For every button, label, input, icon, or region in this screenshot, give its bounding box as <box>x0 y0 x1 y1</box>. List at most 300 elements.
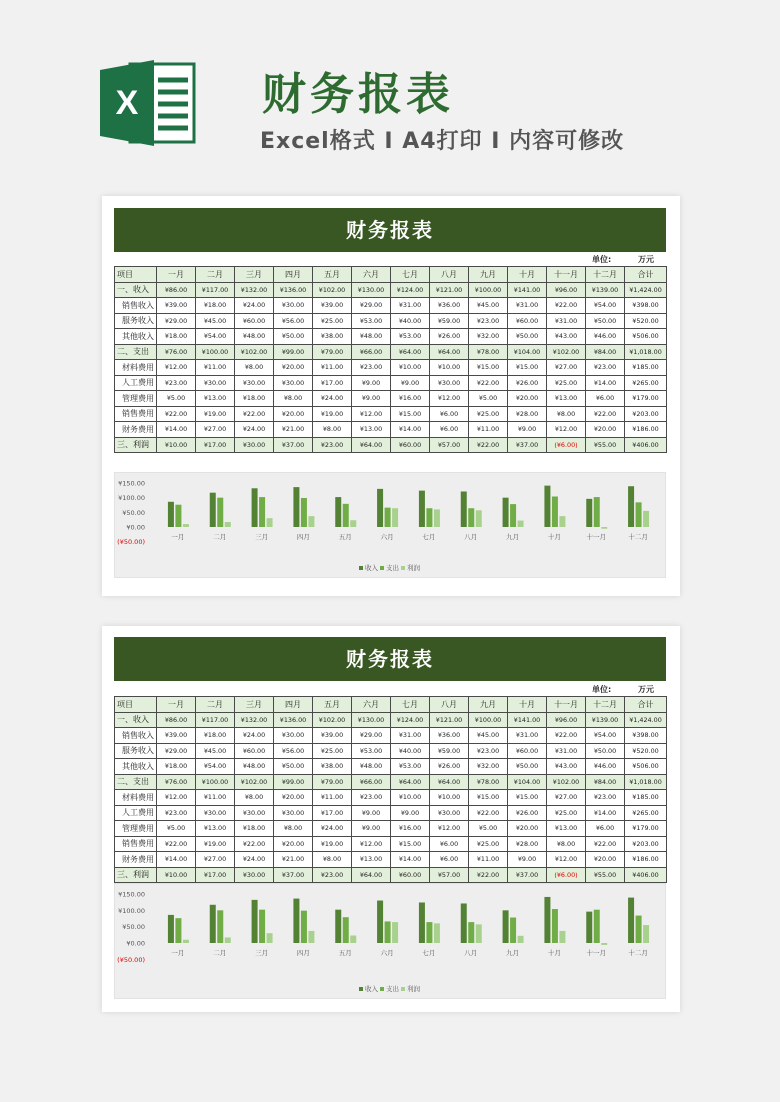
row-label: 服务收入 <box>115 743 157 759</box>
chart-bar <box>544 486 550 527</box>
hero-subtitle: Excel格式 I A4打印 I 内容可修改 <box>260 129 625 154</box>
table-row <box>115 836 667 852</box>
chart-bar <box>217 498 223 527</box>
table-cell: ¥22.00 <box>469 867 508 883</box>
report-sheet-2 <box>102 626 680 1012</box>
table-row <box>115 360 667 376</box>
column-header: 三月 <box>235 267 274 283</box>
chart-bar <box>643 511 649 527</box>
table-row <box>115 422 667 438</box>
legend-label: 支出 <box>386 564 399 572</box>
table-cell: ¥406.00 <box>625 867 667 883</box>
table-cell: ¥46.00 <box>586 329 625 345</box>
table-cell: ¥29.00 <box>157 313 196 329</box>
chart-bar <box>461 903 467 943</box>
table-cell: ¥6.00 <box>586 391 625 407</box>
chart-bar <box>252 488 258 527</box>
table-cell: ¥64.00 <box>430 774 469 790</box>
sheet-title: 财务报表 <box>114 208 666 252</box>
table-row <box>115 759 667 775</box>
column-header: 五月 <box>313 697 352 713</box>
sheet-title: 财务报表 <box>114 637 666 681</box>
table-cell: ¥84.00 <box>586 774 625 790</box>
chart-bar <box>636 502 642 527</box>
table-cell: ¥32.00 <box>469 759 508 775</box>
table-cell: ¥30.00 <box>235 805 274 821</box>
table-cell: ¥96.00 <box>547 712 586 728</box>
chart-bar <box>335 910 341 943</box>
table-cell: ¥18.00 <box>196 298 235 314</box>
chart-bar <box>628 898 634 943</box>
table-cell: ¥29.00 <box>352 298 391 314</box>
table-cell: ¥30.00 <box>274 805 313 821</box>
table-cell: ¥104.00 <box>508 774 547 790</box>
table-cell: ¥117.00 <box>196 712 235 728</box>
table-row <box>115 728 667 744</box>
table-cell: ¥18.00 <box>235 821 274 837</box>
x-tick-label: 三月 <box>255 949 269 957</box>
row-label: 人工费用 <box>115 375 157 391</box>
legend-swatch <box>401 987 405 991</box>
table-cell: ¥37.00 <box>508 867 547 883</box>
table-cell: ¥104.00 <box>508 344 547 360</box>
table-cell: ¥13.00 <box>352 852 391 868</box>
chart-bar <box>385 508 391 527</box>
x-tick-label: 十一月 <box>586 949 606 957</box>
table-cell: ¥50.00 <box>586 313 625 329</box>
table-cell: ¥30.00 <box>274 728 313 744</box>
table-cell: ¥12.00 <box>157 360 196 376</box>
table-cell: ¥100.00 <box>469 282 508 298</box>
table-cell: ¥17.00 <box>313 375 352 391</box>
row-label: 材料费用 <box>115 360 157 376</box>
chart-bar <box>301 498 307 527</box>
chart-bar <box>510 504 516 527</box>
table-cell: ¥11.00 <box>469 422 508 438</box>
table-cell: ¥186.00 <box>625 422 667 438</box>
table-cell: ¥99.00 <box>274 344 313 360</box>
table-cell: ¥15.00 <box>391 836 430 852</box>
chart-bar <box>434 509 440 527</box>
table-cell: ¥24.00 <box>235 728 274 744</box>
legend-swatch <box>359 566 363 570</box>
table-cell: ¥23.00 <box>313 437 352 453</box>
table-cell: ¥506.00 <box>625 759 667 775</box>
table-cell: ¥37.00 <box>508 437 547 453</box>
table-cell: ¥14.00 <box>157 422 196 438</box>
chart-bar <box>594 910 600 943</box>
table-cell: ¥57.00 <box>430 437 469 453</box>
table-cell: ¥102.00 <box>547 774 586 790</box>
y-tick-label: (¥50.00) <box>117 955 145 964</box>
table-cell: ¥50.00 <box>508 759 547 775</box>
table-row <box>115 852 667 868</box>
table-cell: ¥23.00 <box>469 743 508 759</box>
column-header: 七月 <box>391 267 430 283</box>
table-cell: ¥15.00 <box>469 360 508 376</box>
x-tick-label: 九月 <box>506 533 520 541</box>
table-cell: ¥39.00 <box>313 298 352 314</box>
table-cell: ¥13.00 <box>352 422 391 438</box>
table-cell: ¥60.00 <box>235 313 274 329</box>
table-row <box>115 406 667 422</box>
chart-bar <box>476 924 482 943</box>
chart-bar <box>559 931 565 943</box>
unit-row <box>114 254 666 266</box>
table-cell: ¥12.00 <box>430 821 469 837</box>
chart-bar <box>426 922 432 943</box>
table-cell: ¥20.00 <box>274 836 313 852</box>
table-cell: (¥6.00) <box>547 867 586 883</box>
table-cell: ¥53.00 <box>391 329 430 345</box>
table-row <box>115 375 667 391</box>
table-cell: ¥9.00 <box>508 422 547 438</box>
chart-bar <box>217 910 223 943</box>
column-header: 八月 <box>430 697 469 713</box>
table-cell: ¥9.00 <box>352 821 391 837</box>
chart-bar <box>392 922 398 943</box>
table-cell: ¥23.00 <box>313 867 352 883</box>
chart-bar <box>636 916 642 943</box>
y-tick-label: ¥100.00 <box>118 906 145 915</box>
table-cell: ¥20.00 <box>586 852 625 868</box>
table-cell: ¥8.00 <box>547 836 586 852</box>
table-row <box>115 774 667 790</box>
table-cell: ¥56.00 <box>274 313 313 329</box>
table-cell: ¥40.00 <box>391 743 430 759</box>
table-cell: ¥11.00 <box>196 360 235 376</box>
column-header: 项目 <box>115 267 157 283</box>
table-cell: ¥398.00 <box>625 298 667 314</box>
table-cell: ¥132.00 <box>235 282 274 298</box>
table-cell: ¥398.00 <box>625 728 667 744</box>
chart-bar <box>468 508 474 527</box>
table-cell: ¥185.00 <box>625 360 667 376</box>
table-cell: ¥64.00 <box>391 344 430 360</box>
column-header: 五月 <box>313 267 352 283</box>
table-cell: ¥9.00 <box>352 391 391 407</box>
column-header: 三月 <box>235 697 274 713</box>
column-header: 八月 <box>430 267 469 283</box>
chart-bar <box>210 905 216 943</box>
chart-bar <box>476 510 482 527</box>
table-cell: ¥22.00 <box>586 836 625 852</box>
table-cell: ¥5.00 <box>157 391 196 407</box>
table-cell: ¥23.00 <box>352 790 391 806</box>
table-row <box>115 282 667 298</box>
table-cell: ¥25.00 <box>313 313 352 329</box>
table-cell: ¥23.00 <box>469 313 508 329</box>
x-tick-label: 一月 <box>171 533 185 541</box>
table-row <box>115 867 667 883</box>
chart-bar <box>544 897 550 943</box>
table-cell: ¥1,018.00 <box>625 344 667 360</box>
chart-bar <box>210 493 216 527</box>
table-cell: ¥23.00 <box>586 360 625 376</box>
chart-bar <box>377 901 383 943</box>
table-cell: ¥22.00 <box>547 298 586 314</box>
legend-label: 利润 <box>407 985 420 993</box>
x-tick-label: 五月 <box>338 533 352 541</box>
row-label: 管理费用 <box>115 821 157 837</box>
x-tick-label: 七月 <box>422 949 436 957</box>
table-cell: ¥9.00 <box>508 852 547 868</box>
table-cell: ¥203.00 <box>625 406 667 422</box>
table-cell: ¥30.00 <box>274 375 313 391</box>
table-cell: ¥17.00 <box>196 437 235 453</box>
chart-bar <box>503 498 509 527</box>
table-cell: ¥30.00 <box>196 375 235 391</box>
table-cell: ¥9.00 <box>352 375 391 391</box>
row-label: 销售费用 <box>115 836 157 852</box>
table-cell: ¥203.00 <box>625 836 667 852</box>
table-cell: ¥124.00 <box>391 282 430 298</box>
table-cell: ¥23.00 <box>157 805 196 821</box>
table-cell: ¥20.00 <box>274 360 313 376</box>
chart-bar <box>559 516 565 527</box>
table-cell: ¥18.00 <box>196 728 235 744</box>
chart-bar <box>308 931 314 943</box>
table-cell: ¥86.00 <box>157 282 196 298</box>
table-cell: ¥54.00 <box>196 329 235 345</box>
table-cell: ¥18.00 <box>235 391 274 407</box>
row-label: 其他收入 <box>115 329 157 345</box>
table-cell: ¥31.00 <box>391 298 430 314</box>
column-header: 十二月 <box>586 697 625 713</box>
y-tick-label: ¥50.00 <box>122 923 145 932</box>
table-row <box>115 712 667 728</box>
x-tick-label: 十月 <box>547 949 561 957</box>
table-cell: ¥24.00 <box>313 391 352 407</box>
column-header: 十一月 <box>547 697 586 713</box>
table-cell: ¥56.00 <box>274 743 313 759</box>
column-header: 二月 <box>196 267 235 283</box>
x-tick-label: 八月 <box>464 533 478 541</box>
table-cell: ¥6.00 <box>430 836 469 852</box>
table-cell: ¥79.00 <box>313 774 352 790</box>
table-cell: ¥15.00 <box>508 790 547 806</box>
table-cell: ¥506.00 <box>625 329 667 345</box>
chart-bar <box>293 899 299 943</box>
table-cell: ¥54.00 <box>196 759 235 775</box>
x-tick-label: 十二月 <box>628 949 648 957</box>
column-header: 九月 <box>469 267 508 283</box>
table-cell: ¥27.00 <box>196 852 235 868</box>
row-label: 服务收入 <box>115 313 157 329</box>
table-cell: ¥25.00 <box>547 805 586 821</box>
table-cell: ¥30.00 <box>235 437 274 453</box>
table-cell: ¥23.00 <box>586 790 625 806</box>
table-cell: ¥8.00 <box>235 360 274 376</box>
y-tick-label: ¥150.00 <box>118 890 145 899</box>
table-cell: ¥1,018.00 <box>625 774 667 790</box>
chart-bar <box>259 910 265 943</box>
table-cell: ¥102.00 <box>235 344 274 360</box>
chart-svg <box>115 884 667 1000</box>
table-cell: ¥31.00 <box>547 313 586 329</box>
legend-label: 利润 <box>407 564 420 572</box>
table-cell: ¥13.00 <box>196 821 235 837</box>
table-cell: ¥8.00 <box>274 821 313 837</box>
table-cell: ¥15.00 <box>469 790 508 806</box>
y-tick-label: (¥50.00) <box>117 538 145 547</box>
finance-chart <box>114 472 666 578</box>
table-cell: ¥28.00 <box>508 406 547 422</box>
table-cell: ¥48.00 <box>235 329 274 345</box>
table-row <box>115 743 667 759</box>
table-cell: ¥15.00 <box>391 406 430 422</box>
chart-bar <box>385 921 391 943</box>
chart-bar <box>594 497 600 527</box>
table-cell: ¥64.00 <box>430 344 469 360</box>
unit-value: 万元 <box>638 255 654 264</box>
legend-swatch <box>380 566 384 570</box>
table-cell: ¥8.00 <box>313 422 352 438</box>
legend-label: 收入 <box>365 564 378 572</box>
table-cell: ¥28.00 <box>508 836 547 852</box>
chart-bar <box>175 918 181 943</box>
x-tick-label: 十二月 <box>628 533 648 541</box>
row-label: 二、支出 <box>115 774 157 790</box>
column-header: 七月 <box>391 697 430 713</box>
table-cell: ¥5.00 <box>157 821 196 837</box>
table-row <box>115 344 667 360</box>
table-cell: ¥21.00 <box>274 422 313 438</box>
table-cell: ¥22.00 <box>547 728 586 744</box>
table-cell: ¥45.00 <box>469 298 508 314</box>
table-cell: ¥84.00 <box>586 344 625 360</box>
table-cell: ¥39.00 <box>157 728 196 744</box>
chart-bar <box>552 909 558 943</box>
y-tick-label: ¥150.00 <box>118 479 145 488</box>
table-row <box>115 805 667 821</box>
table-cell: ¥30.00 <box>430 805 469 821</box>
hero-title: 财务报表 <box>262 69 454 120</box>
table-cell: ¥141.00 <box>508 712 547 728</box>
chart-bar <box>461 492 467 527</box>
table-cell: ¥54.00 <box>586 728 625 744</box>
table-cell: ¥25.00 <box>547 375 586 391</box>
table-cell: ¥64.00 <box>352 867 391 883</box>
column-header: 四月 <box>274 697 313 713</box>
chart-bar <box>601 527 607 529</box>
legend-swatch <box>380 987 384 991</box>
table-cell: ¥36.00 <box>430 728 469 744</box>
table-cell: ¥60.00 <box>508 743 547 759</box>
table-cell: ¥24.00 <box>235 852 274 868</box>
table-cell: ¥136.00 <box>274 712 313 728</box>
table-cell: ¥139.00 <box>586 712 625 728</box>
excel-logo-letter: X <box>115 84 139 122</box>
row-label: 其他收入 <box>115 759 157 775</box>
column-header: 六月 <box>352 267 391 283</box>
table-cell: ¥520.00 <box>625 743 667 759</box>
chart-bar <box>343 504 349 527</box>
chart-bar <box>168 502 174 527</box>
table-cell: ¥15.00 <box>508 360 547 376</box>
chart-bar <box>392 508 398 527</box>
table-cell: (¥6.00) <box>547 437 586 453</box>
table-cell: ¥55.00 <box>586 867 625 883</box>
table-cell: ¥19.00 <box>313 836 352 852</box>
table-cell: ¥76.00 <box>157 344 196 360</box>
table-cell: ¥12.00 <box>352 406 391 422</box>
table-cell: ¥22.00 <box>469 437 508 453</box>
chart-bar <box>518 936 524 943</box>
table-cell: ¥78.00 <box>469 344 508 360</box>
table-cell: ¥30.00 <box>235 867 274 883</box>
table-cell: ¥38.00 <box>313 329 352 345</box>
table-cell: ¥179.00 <box>625 821 667 837</box>
x-tick-label: 四月 <box>296 949 310 957</box>
chart-bar <box>308 516 314 527</box>
x-tick-label: 六月 <box>380 533 394 541</box>
unit-label: 单位: <box>592 685 612 694</box>
table-cell: ¥6.00 <box>430 852 469 868</box>
table-cell: ¥20.00 <box>586 422 625 438</box>
table-row <box>115 821 667 837</box>
table-cell: ¥53.00 <box>352 313 391 329</box>
table-cell: ¥19.00 <box>313 406 352 422</box>
row-label: 销售收入 <box>115 298 157 314</box>
finance-chart <box>114 883 666 999</box>
table-cell: ¥10.00 <box>391 360 430 376</box>
table-cell: ¥79.00 <box>313 344 352 360</box>
table-cell: ¥11.00 <box>196 790 235 806</box>
column-header: 二月 <box>196 697 235 713</box>
table-cell: ¥16.00 <box>391 391 430 407</box>
x-tick-label: 二月 <box>213 533 227 541</box>
unit-label: 单位: <box>592 255 612 264</box>
table-cell: ¥22.00 <box>235 406 274 422</box>
table-cell: ¥26.00 <box>508 805 547 821</box>
table-cell: ¥39.00 <box>157 298 196 314</box>
table-cell: ¥37.00 <box>274 867 313 883</box>
table-cell: ¥186.00 <box>625 852 667 868</box>
table-cell: ¥43.00 <box>547 329 586 345</box>
table-cell: ¥19.00 <box>196 406 235 422</box>
chart-bar <box>183 940 189 943</box>
table-row <box>115 313 667 329</box>
table-cell: ¥27.00 <box>547 360 586 376</box>
column-header: 九月 <box>469 697 508 713</box>
table-cell: ¥179.00 <box>625 391 667 407</box>
table-cell: ¥1,424.00 <box>625 712 667 728</box>
table-cell: ¥60.00 <box>391 867 430 883</box>
table-cell: ¥102.00 <box>235 774 274 790</box>
table-cell: ¥21.00 <box>274 852 313 868</box>
table-cell: ¥8.00 <box>547 406 586 422</box>
table-row <box>115 790 667 806</box>
table-row <box>115 391 667 407</box>
x-tick-label: 二月 <box>213 949 227 957</box>
table-cell: ¥14.00 <box>157 852 196 868</box>
table-cell: ¥9.00 <box>391 375 430 391</box>
table-cell: ¥50.00 <box>586 743 625 759</box>
table-cell: ¥48.00 <box>235 759 274 775</box>
table-cell: ¥45.00 <box>196 313 235 329</box>
table-cell: ¥10.00 <box>391 790 430 806</box>
row-label: 三、利润 <box>115 867 157 883</box>
table-cell: ¥30.00 <box>430 375 469 391</box>
table-cell: ¥26.00 <box>508 375 547 391</box>
table-cell: ¥30.00 <box>235 375 274 391</box>
chart-bar <box>552 496 558 527</box>
table-cell: ¥38.00 <box>313 759 352 775</box>
legend-swatch <box>401 566 405 570</box>
row-label: 财务费用 <box>115 852 157 868</box>
chart-bar <box>518 521 524 527</box>
